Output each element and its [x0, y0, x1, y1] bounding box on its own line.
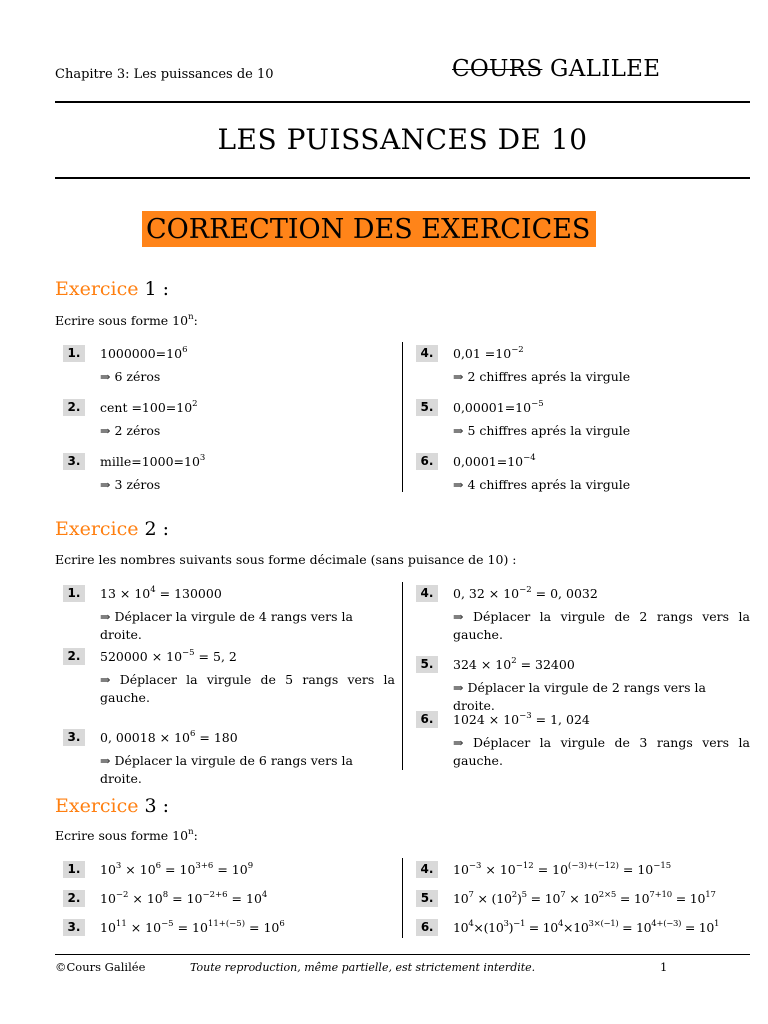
item-expression: 0, $00018 \times 10^6 = 180$ — [100, 729, 238, 745]
item-number: 3. — [63, 453, 85, 470]
brand-part-2: GALILEE — [542, 56, 661, 82]
list-item — [416, 919, 761, 937]
item-expression: $520000 \times 10^{-5} = 5$, 2 — [100, 648, 237, 664]
item-explanation: ⇒ 2 chiffres aprés la virgule — [453, 369, 631, 384]
item-number: 4. — [416, 345, 438, 362]
instr-sup: n — [188, 312, 194, 322]
item-number: 1. — [63, 585, 85, 602]
list-item — [416, 656, 750, 715]
item-number: 5. — [416, 890, 438, 907]
exercise-word: Exercice — [55, 795, 139, 817]
list-item — [63, 453, 393, 494]
item-number: 6. — [416, 919, 438, 936]
item-number: 5. — [416, 656, 438, 673]
list-item — [63, 585, 395, 644]
item-number: 1. — [63, 345, 85, 362]
item-expression: $10^7 \times (10^2)^5 = 10^7 \times 10^{2\times 5} = 10^{7+10} = 10^{17}$ — [453, 890, 716, 906]
item-expression: $1024 \times 10^{-3} = 1$, 024 — [453, 711, 590, 727]
exercise-3-heading — [55, 795, 169, 817]
list-item — [416, 711, 750, 770]
item-expression: $10^4\times(10^3)^{-1} = 10^4\times 10^{3\times(-1)} = 10^{4+(-3)} = 10^1$ — [453, 919, 720, 935]
list-item — [63, 399, 393, 440]
instr-sup: n — [188, 827, 194, 837]
item-expression: $13 \times 10^4 = 130000$ — [100, 585, 222, 601]
item-number: 3. — [63, 919, 85, 936]
list-item — [416, 861, 756, 879]
item-expression: $10^{11} \times 10^{-5} = 10^{11+(-5)} = 10^6$ — [100, 919, 285, 935]
chapter-label: Chapitre 3: Les puissances de 10 — [55, 67, 274, 82]
exercise-word: Exercice — [55, 518, 139, 540]
list-item — [416, 345, 750, 386]
item-explanation: ⇒ Déplacer la virgule de 3 rangs vers la — [453, 735, 750, 750]
list-item — [416, 585, 750, 644]
item-number: 1. — [63, 861, 85, 878]
exercise-1-instruction — [55, 313, 198, 328]
item-expression: $0,00001=10^{-5}$ — [453, 399, 544, 415]
title-rule — [55, 177, 750, 179]
instr-text: Ecrire sous forme 10 — [55, 313, 189, 328]
brand-part-1: COURS — [452, 56, 543, 82]
item-expression: 0, $32 \times 10^{-2} = 0$, 0032 — [453, 585, 598, 601]
brand-logo — [452, 56, 660, 82]
item-number: 6. — [416, 711, 438, 728]
list-item — [63, 861, 395, 879]
item-expression: $10^{-3} \times 10^{-12} = 10^{(-3)+(-12)} = 10^{-15}$ — [453, 861, 672, 877]
list-item — [63, 345, 393, 386]
item-explanation-cont: gauche. — [453, 753, 503, 768]
item-expression: cent $=100=10^2$ — [100, 399, 198, 415]
list-item — [63, 919, 395, 937]
instr-end: : — [193, 313, 198, 328]
list-item — [63, 648, 395, 707]
item-number: 2. — [63, 399, 85, 416]
item-expression: $10^{-2} \times 10^8 = 10^{-2+6} = 10^4$ — [100, 890, 268, 906]
instr-text: Ecrire sous forme 10 — [55, 828, 189, 843]
item-explanation-cont: gauche. — [100, 690, 150, 705]
footer-notice: Toute reproduction, même partielle, est strictement interdite. — [190, 961, 536, 974]
item-number: 6. — [416, 453, 438, 470]
item-expression: $324 \times 10^2 = 32400$ — [453, 656, 575, 672]
item-number: 3. — [63, 729, 85, 746]
item-expression: $1000000=10^6$ — [100, 345, 188, 361]
column-divider — [402, 582, 403, 770]
item-explanation: ⇒ 6 zéros — [100, 369, 161, 384]
item-explanation-cont: gauche. — [453, 627, 503, 642]
section-title: CORRECTION DES EXERCICES — [142, 211, 596, 247]
footer-rule — [55, 954, 750, 955]
item-number: 4. — [416, 585, 438, 602]
item-explanation: ⇒ 4 chiffres aprés la virgule — [453, 477, 631, 492]
column-divider — [402, 342, 403, 492]
exercise-number: 1 : — [138, 278, 170, 300]
item-number: 4. — [416, 861, 438, 878]
item-explanation: ⇒ Déplacer la virgule de 2 rangs vers la droite. — [453, 680, 706, 713]
item-expression: $0,01 =10^{-2}$ — [453, 345, 524, 361]
item-explanation: ⇒ 2 zéros — [100, 423, 161, 438]
item-expression: $10^3 \times 10^6 = 10^{3+6} = 10^9$ — [100, 861, 254, 877]
item-explanation: ⇒ 5 chiffres aprés la virgule — [453, 423, 631, 438]
item-explanation: ⇒ Déplacer la virgule de 4 rangs vers la droite. — [100, 609, 353, 642]
exercise-number: 2 : — [138, 518, 170, 540]
item-number: 2. — [63, 890, 85, 907]
exercise-word: Exercice — [55, 278, 139, 300]
page-number: 1 — [660, 960, 668, 974]
exercise-number: 3 : — [138, 795, 170, 817]
list-item — [63, 729, 395, 788]
item-explanation: ⇒ 3 zéros — [100, 477, 161, 492]
item-number: 5. — [416, 399, 438, 416]
exercise-3-instruction — [55, 828, 198, 843]
exercise-2-heading — [55, 518, 169, 540]
item-explanation: ⇒ Déplacer la virgule de 2 rangs vers la — [453, 609, 750, 624]
footer-copyright: ©Cours Galilée — [55, 960, 146, 974]
item-explanation: ⇒ Déplacer la virgule de 6 rangs vers la droite. — [100, 753, 353, 786]
list-item — [416, 453, 750, 494]
item-expression: $0,0001=10^{-4}$ — [453, 453, 536, 469]
exercise-1-heading — [55, 278, 169, 300]
page-title: LES PUISSANCES DE 10 — [217, 123, 588, 156]
column-divider — [402, 858, 403, 938]
list-item — [416, 399, 750, 440]
header-rule — [55, 101, 750, 103]
list-item — [63, 890, 395, 908]
item-expression: $mille=1000=10^3$ — [100, 453, 206, 469]
list-item — [416, 890, 761, 908]
item-explanation: ⇒ Déplacer la virgule de 5 rangs vers la — [100, 672, 395, 687]
instr-end: : — [193, 828, 198, 843]
item-number: 2. — [63, 648, 85, 665]
exercise-2-instruction: Ecrire les nombres suivants sous forme décimale (sans puisance de 10) : — [55, 552, 517, 567]
